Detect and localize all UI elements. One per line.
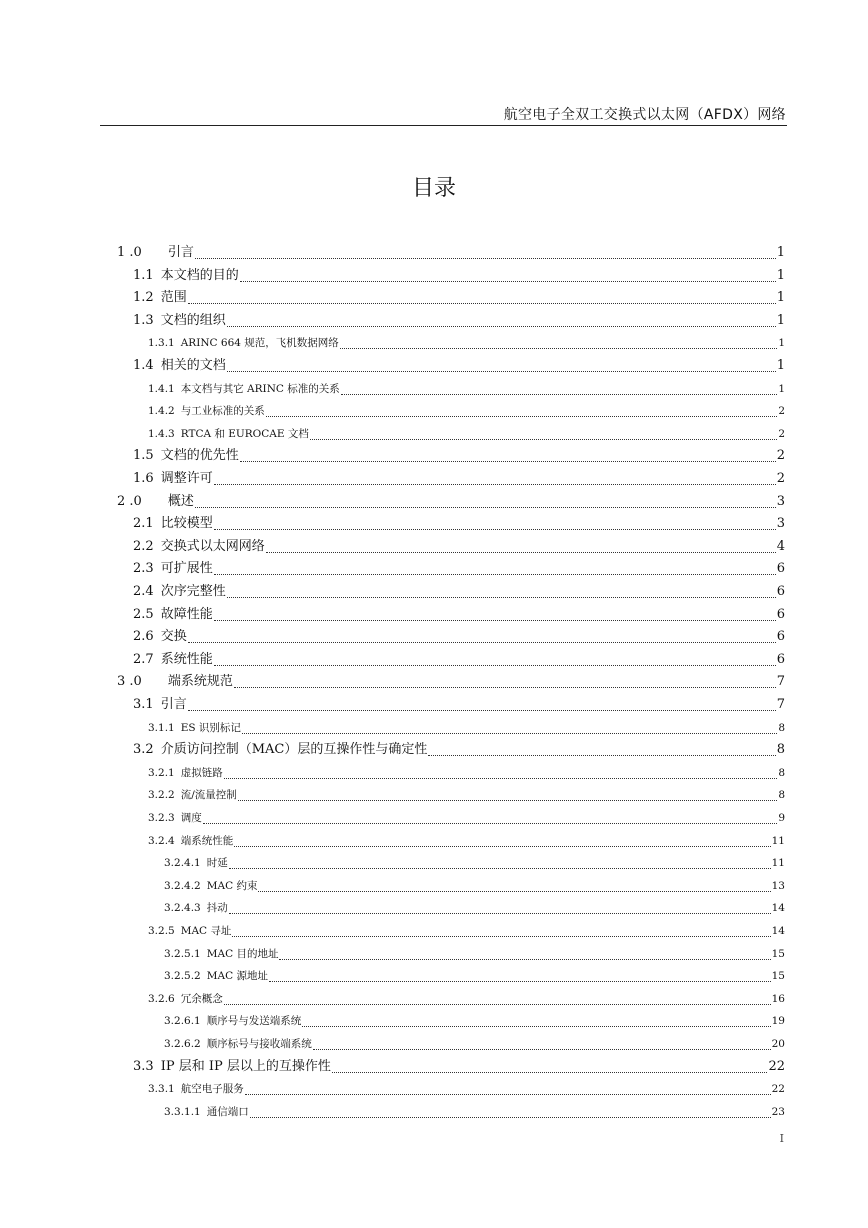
toc-entry-title: 本文档与其它 ARINC 标准的关系 (180, 382, 340, 395)
toc-entry-number: 2.2 (133, 538, 154, 554)
toc-entry[interactable] (133, 447, 785, 465)
toc-entry[interactable] (133, 267, 785, 285)
toc-entry-page: 1 (776, 245, 785, 260)
toc-dot-leader (238, 799, 778, 801)
toc-entry-number: 1.5 (133, 448, 154, 464)
toc-entry-page: 23 (771, 1105, 785, 1118)
toc-entry-title: 顺序标号与接收端系统 (206, 1038, 312, 1050)
toc-entry[interactable] (164, 899, 785, 917)
toc-entry[interactable] (164, 1103, 785, 1121)
toc-entry[interactable] (148, 334, 785, 352)
toc-entry-number: 3.2.5.2 (164, 970, 201, 983)
toc-entry[interactable] (148, 402, 785, 420)
toc-dot-leader (240, 280, 776, 282)
toc-entry-page: 3 (776, 493, 785, 509)
toc-dot-leader (250, 1116, 771, 1118)
toc-entry-page: 22 (771, 1083, 785, 1096)
toc-dot-leader (245, 1093, 771, 1095)
toc-entry-number: 2 .0 (117, 493, 142, 509)
toc-entry-number: 3.2.6.1 (164, 1015, 201, 1028)
toc-entry-number: 2.3 (133, 561, 154, 577)
toc-dot-leader (341, 393, 778, 395)
toc-entry[interactable] (133, 606, 785, 624)
toc-entry-title: 虚拟链路 (180, 766, 223, 779)
toc-entry-title: MAC 寻址 (180, 925, 232, 937)
toc-entry-title: 概述 (167, 493, 194, 509)
toc-dot-leader (258, 890, 770, 892)
toc-dot-leader (214, 664, 776, 666)
toc-entry-number: 2.1 (133, 516, 154, 532)
toc-entry-page: 1 (778, 337, 785, 350)
toc-entry-number: 3.2.2 (148, 789, 175, 802)
toc-entry-number: 3.2.6 (148, 992, 175, 1005)
toc-dot-leader (428, 754, 775, 756)
toc-entry-title: ARINC 664 规范，飞机数据网络 (180, 337, 339, 350)
toc-entry-number: 3.2.4.3 (164, 902, 201, 915)
toc-dot-leader (310, 438, 777, 440)
toc-entry-page: 8 (776, 742, 785, 758)
toc-entry[interactable] (133, 741, 785, 759)
toc-entry[interactable] (148, 922, 785, 940)
toc-entry[interactable] (133, 357, 785, 375)
toc-entry-number: 3.2.1 (148, 766, 175, 779)
toc-entry-page: 6 (776, 561, 785, 577)
toc-entry-page: 1 (778, 382, 785, 395)
toc-entry[interactable] (164, 1012, 785, 1030)
toc-entry-title: 文档的组织 (160, 312, 226, 328)
toc-entry-page: 11 (771, 857, 785, 870)
toc-entry-number: 1.3 (133, 312, 154, 328)
toc-dot-leader (214, 573, 776, 575)
toc-entry-number: 3.3.1 (148, 1083, 175, 1096)
toc-entry-title: MAC 约束 (206, 879, 258, 892)
toc-dot-leader (240, 460, 776, 462)
toc-entry[interactable] (117, 244, 785, 262)
toc-entry-title: 交换 (160, 629, 187, 645)
toc-entry-page: 15 (771, 947, 785, 960)
toc-entry[interactable] (133, 628, 785, 646)
toc-dot-leader (214, 619, 776, 621)
toc-entry-number: 1 .0 (117, 245, 142, 260)
toc-entry-page: 6 (776, 651, 785, 667)
toc-dot-leader (266, 551, 776, 553)
toc-entry-page: 1 (776, 290, 785, 306)
toc-entry-title: 调度 (180, 812, 202, 824)
toc-dot-leader (227, 370, 776, 372)
toc-entry-number: 3.2.4.1 (164, 857, 201, 870)
toc-dot-leader (266, 415, 778, 417)
toc-entry-number: 2.4 (133, 584, 154, 599)
toc-entry-title: 顺序号与发送端系统 (206, 1015, 302, 1028)
toc-entry[interactable] (133, 560, 785, 578)
toc-dot-leader (234, 845, 770, 847)
toc-entry[interactable] (148, 786, 785, 804)
toc-entry[interactable] (164, 854, 785, 872)
toc-entry-title: 端系统规范 (167, 674, 233, 690)
toc-entry-title: 通信端口 (206, 1105, 249, 1118)
toc-entry-title: 相关的文档 (160, 358, 226, 373)
toc-dot-leader (340, 347, 778, 349)
toc-dot-leader (279, 958, 770, 960)
toc-entry-title: MAC 源地址 (206, 970, 268, 983)
toc-entry-number: 1.4.2 (148, 405, 175, 418)
toc-entry-number: 3.2.4.2 (164, 879, 201, 892)
toc-entry-title: 范围 (160, 290, 187, 306)
toc-entry-title: 调整许可 (160, 471, 213, 486)
toc-entry-page: 2 (776, 471, 785, 486)
toc-dot-leader (203, 822, 778, 824)
toc-entry-page: 1 (776, 312, 785, 328)
toc-entry[interactable] (133, 583, 785, 601)
toc-entry-page: 3 (776, 516, 785, 532)
toc-dot-leader (313, 1048, 771, 1050)
toc-entry-page: 6 (776, 629, 785, 645)
toc-entry[interactable] (133, 1058, 785, 1076)
toc-entry-number: 3.3 (133, 1058, 154, 1074)
toc-dot-leader (188, 302, 776, 304)
toc-entry-page: 14 (771, 925, 785, 937)
toc-entry-number: 3.1 (133, 697, 154, 712)
toc-entry-number: 1.4 (133, 358, 154, 373)
toc-entry-number: 2.7 (133, 651, 154, 667)
toc-dot-leader (224, 1003, 771, 1005)
toc-entry[interactable] (148, 832, 785, 850)
toc-entry-number: 1.6 (133, 471, 154, 486)
toc-entry[interactable] (117, 493, 785, 511)
toc-entry[interactable] (164, 945, 785, 963)
toc-entry-number: 3.3.1.1 (164, 1105, 201, 1118)
toc-dot-leader (229, 867, 771, 869)
toc-entry-page: 9 (778, 812, 785, 824)
toc-entry-number: 3.2.6.2 (164, 1038, 201, 1050)
toc-dot-leader (188, 641, 776, 643)
toc-entry-number: 2.5 (133, 606, 154, 622)
toc-title: 目录 (411, 176, 456, 201)
toc-entry-page: 8 (778, 789, 785, 802)
toc-entry-title: MAC 目的地址 (206, 947, 279, 960)
toc-entry-number: 3 .0 (117, 674, 142, 690)
toc-entry-page: 2 (778, 427, 785, 440)
toc-entry-page: 22 (768, 1058, 785, 1074)
toc-dot-leader (214, 528, 776, 530)
toc-entry-number: 1.3.1 (148, 337, 175, 350)
toc-entry-page: 11 (771, 834, 785, 847)
toc-entry[interactable] (148, 990, 785, 1008)
toc-dot-leader (195, 506, 776, 508)
toc-entry-number: 3.2.5.1 (164, 947, 201, 960)
toc-entry-number: 3.2 (133, 742, 154, 758)
toc-entry[interactable] (133, 696, 785, 714)
toc-entry-page: 6 (776, 606, 785, 622)
toc-entry-page: 6 (776, 584, 785, 599)
toc-entry[interactable] (133, 515, 785, 533)
toc-dot-leader (224, 777, 778, 779)
toc-entry-title: 比较模型 (160, 516, 213, 532)
toc-entry-number: 1.2 (133, 290, 154, 306)
running-header-title: 航空电子全双工交换式以太网（AFDX）网络 (503, 107, 786, 123)
toc-entry[interactable] (148, 380, 785, 398)
toc-entry-page: 2 (776, 448, 785, 464)
toc-dot-leader (188, 709, 776, 711)
toc-entry-number: 1.4.1 (148, 382, 175, 395)
toc-entry[interactable] (148, 425, 785, 443)
toc-entry-title: 与工业标准的关系 (180, 405, 265, 418)
toc-entry-page: 13 (771, 879, 785, 892)
toc-dot-leader (227, 596, 776, 598)
toc-entry-page: 1 (776, 358, 785, 373)
toc-dot-leader (332, 1071, 768, 1073)
toc-entry-number: 3.2.4 (148, 834, 175, 847)
toc-entry-title: 可扩展性 (160, 561, 213, 577)
toc-entry-page: 8 (778, 766, 785, 779)
toc-entry-title: 抖动 (206, 902, 228, 915)
toc-entry-page: 8 (778, 721, 785, 734)
toc-entry-title: IP 层和 IP 层以上的互操作性 (160, 1058, 331, 1074)
toc-entry-title: 引言 (167, 245, 194, 260)
toc-entry-title: 端系统性能 (180, 834, 234, 847)
toc-entry[interactable] (133, 538, 785, 556)
toc-entry[interactable] (148, 809, 785, 827)
toc-entry[interactable] (164, 1035, 785, 1053)
toc-entry-title: 系统性能 (160, 651, 213, 667)
toc-dot-leader (195, 257, 776, 259)
toc-entry-title: 流/流量控制 (180, 789, 237, 802)
toc-dot-leader (229, 912, 771, 914)
toc-dot-leader (214, 483, 776, 485)
toc-entry-number: 1.4.3 (148, 427, 175, 440)
toc-entry-title: 次序完整性 (160, 584, 226, 599)
toc-entry[interactable] (148, 719, 785, 737)
toc-entry[interactable] (133, 651, 785, 669)
toc-entry[interactable] (133, 289, 785, 307)
page-number: I (779, 1132, 784, 1145)
toc-entry-title: 介质访问控制（MAC）层的互操作性与确定性 (160, 742, 428, 758)
toc-dot-leader (302, 1025, 770, 1027)
toc-dot-leader (232, 935, 770, 937)
toc-dot-leader (242, 732, 777, 734)
toc-entry-title: 故障性能 (160, 606, 213, 622)
toc-entry-title: RTCA 和 EUROCAE 文档 (180, 427, 309, 440)
toc-entry-page: 15 (771, 970, 785, 983)
toc-entry-page: 2 (778, 405, 785, 418)
toc-entry-number: 1.1 (133, 267, 154, 283)
toc-entry-page: 20 (771, 1038, 785, 1050)
toc-dot-leader (227, 325, 776, 327)
toc-dot-leader (234, 686, 776, 688)
toc-entry[interactable] (148, 1080, 785, 1098)
toc-entry-title: 航空电子服务 (180, 1083, 244, 1096)
toc-entry-title: 交换式以太网网络 (160, 538, 265, 554)
toc-entry[interactable] (117, 673, 785, 691)
toc-entry-page: 1 (776, 267, 785, 283)
toc-entry-title: 引言 (160, 697, 187, 712)
toc-entry-number: 3.2.5 (148, 925, 175, 937)
toc-entry[interactable] (148, 764, 785, 782)
toc-entry-page: 19 (771, 1015, 785, 1028)
header-rule (100, 125, 787, 126)
toc-entry-page: 4 (776, 538, 785, 554)
toc-entry-page: 7 (776, 674, 785, 690)
toc-entry-title: 文档的优先性 (160, 448, 239, 464)
toc-entry[interactable] (133, 312, 785, 330)
toc-entry-title: 本文档的目的 (160, 267, 239, 283)
toc-entry-number: 2.6 (133, 629, 154, 645)
toc-dot-leader (269, 980, 771, 982)
toc-entry[interactable] (164, 877, 785, 895)
toc-entry-title: 时延 (206, 857, 228, 870)
toc-entry-page: 7 (776, 697, 785, 712)
toc-entry-number: 3.2.3 (148, 812, 175, 824)
toc-entry-page: 14 (771, 902, 785, 915)
toc-entry[interactable] (133, 470, 785, 488)
toc-entry-page: 16 (771, 992, 785, 1005)
toc-entry[interactable] (164, 967, 785, 985)
toc-entry-number: 3.1.1 (148, 721, 175, 734)
toc-entry-title: 冗余概念 (180, 992, 223, 1005)
toc-entry-title: ES 识别标记 (180, 721, 241, 734)
